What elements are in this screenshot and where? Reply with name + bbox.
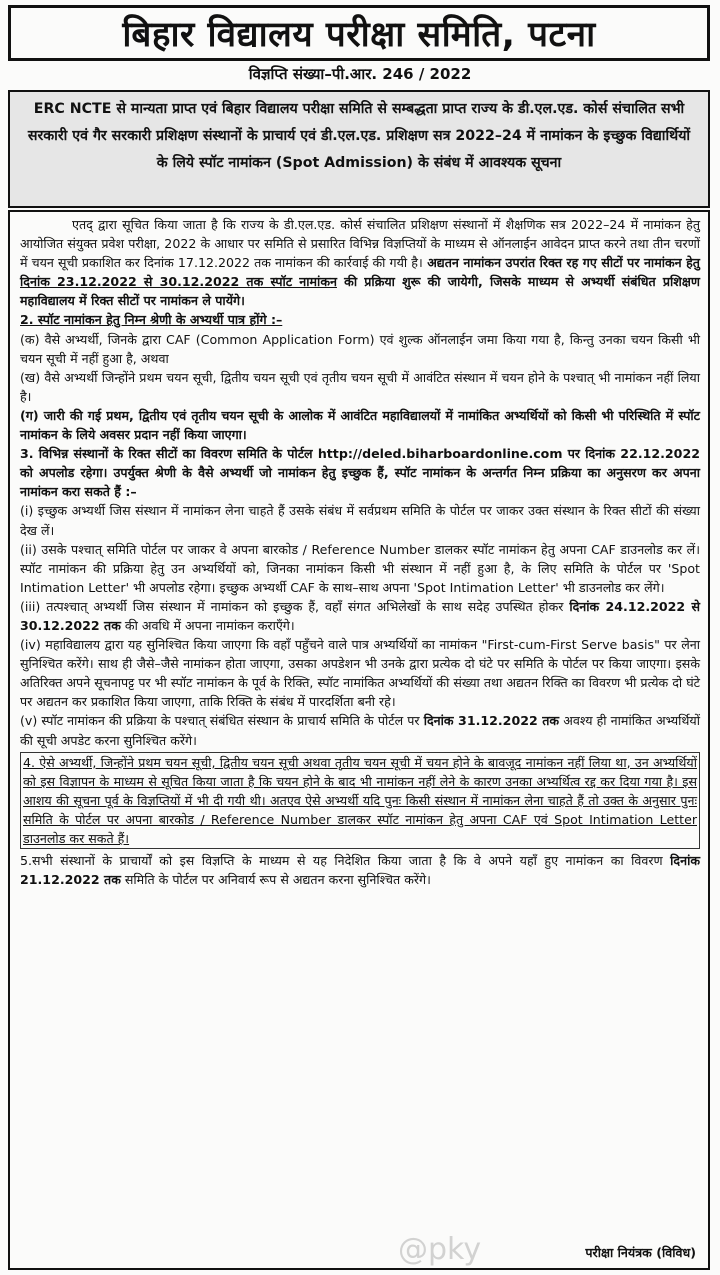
board-title-banner (8, 5, 710, 61)
procedure-item-iv: (iv) महाविद्यालय द्वारा यह सुनिश्चित किया जाएगा कि वहाँ पहुँचने वाले पात्र अभ्यर्थियों का नामांकन "First-cum-First Serve basis" पर लेना सुनिश्चित करेंगे। साथ ही जैसे–जैसे नामांकन होता जाएगा, उसका अपडेशन भी उनके द्वारा प्रत्येक दो घंटे पर समिति के पोर्टल पर किया जाएगा। इसके अतिरिक्त अपने सूचनापट्ट पर भी स्पॉट नामांकन के पूर्व के रिक्ति, स्पॉट नामांकित अभ्यर्थियों की संख्या तथा अद्यतन रिक्ति का विवरण भी प्रत्येक दो घंटे पर अद्यतन कर प्रकाशित किया जाएगा, ताकि रिक्ति के संबंध में पारदर्शिता बनी रहे। (20, 637, 700, 710)
principal-deadline: दिनांक 21.12.2022 तक (20, 853, 700, 888)
section-4-text: 4. ऐसे अभ्यर्थी, जिन्होंने प्रथम चयन सूची, द्वितीय चयन सूची अथवा तृतीय चयन सूची में चयन होने के बावजूद नामांकन नहीं लिया था, उन अभ्यर्थियों को इस विज्ञापन के माध्यम से सूचित किया जाता है कि चयन होने के बाद भी नामांकन नहीं लेने के कारण उनका अभ्यर्थित्व रद्द कर दिया गया है। इस आशय की सूचना पूर्व के विज्ञप्तियों में भी दी गयी थी। अतएव ऐसे अभ्यर्थी यदि पुनः किसी संस्थान में नामांकन लेना चाहते हैं तो उक्त के अनुसार पुनः समिति के पोर्टल पर अपना बारकोड / Reference Number डालकर स्पॉट नामांकन हेतु अपना CAF एवं Spot Intimation Letter डाउनलोड कर सकते हैं। (23, 754, 697, 846)
board-title: बिहार विद्यालय परीक्षा समिति, पटना (122, 14, 596, 55)
eligibility-item-ka: (क) वैसे अभ्यर्थी, जिनके द्वारा CAF (Common Application Form) एवं शुल्क ऑनलाईन जमा किया गया है, किन्तु उनका चयन किसी भी चयन सूची में नहीं हुआ है, अथवा (20, 331, 700, 366)
procedure-item-iii: (iii) तत्पश्चात् अभ्यर्थी जिस संस्थान में नामांकन को इच्छुक हैं, वहाँ संगत अभिलेखों के साथ सदेह उपस्थित होकर दिनांक 24.12.2022 से 30.12.2022 तक की अवधि में अपना नामांकन कराएँगे। (20, 598, 701, 633)
spot-admission-dates: दिनांक 23.12.2022 से 30.12.2022 तक स्पॉट नामांकन (20, 274, 337, 290)
section-4-box (20, 752, 700, 849)
section-5: 5.सभी संस्थानों के प्राचार्यों को इस विज्ञप्ति के माध्यम से यह निदेशित किया जाता है कि वे अपने यहाँ हुए नामांकन का विवरण दिनांक 21.12.2022 तक समिति के पोर्टल पर अनिवार्य रूप से अद्यतन करना सुनिश्चित करेंगे। (20, 853, 700, 888)
section-2-heading: 2. स्पॉट नामांकन हेतु निम्न श्रेणी के अभ्यर्थी पात्र होंगे :– (20, 312, 283, 328)
subject-box (8, 90, 710, 208)
portal-link[interactable]: http://deled.biharboardonline.com (317, 446, 563, 462)
eligibility-item-ga: (ग) जारी की गई प्रथम, द्वितीय एवं तृतीय चयन सूची के आलोक में आवंटित महाविद्यालयों में नामांकित अभ्यर्थियों को किसी भी परिस्थिति में स्पॉट नामांकन के लिये अवसर प्रदान नहीं किया जाएगा। (20, 407, 700, 443)
procedure-item-v: (v) स्पॉट नामांकन की प्रक्रिया के पश्चात् संबंधित संस्थान के प्राचार्य समिति के पोर्टल पर दिनांक 31.12.2022 तक अवश्य ही नामांकित अभ्यर्थियों की सूची अपडेट करना सुनिश्चित करेंगे। (20, 713, 700, 748)
signature-line: परीक्षा नियंत्रक (विविध) (585, 1244, 696, 1260)
intro-text: एतद् द्वारा सूचित किया जाता है कि राज्य के डी.एल.एड. कोर्स संचालित प्रशिक्षण संस्थानों में शैक्षणिक सत्र 2022–24 में नामांकन हेतु आयोजित संयुक्त प्रवेश परीक्षा, 2022 के आधार पर समिति से प्रसारित विभिन्न विज्ञप्तियों के माध्यम से ऑनलाईन आवेदन प्राप्त करने तथा तीन चरणों में चयन सूची प्रकाशित कर दिनांक 17.12.2022 तक नामांकन की कार्रवाई की गयी है। (20, 217, 700, 271)
procedure-item-i: (i) इच्छुक अभ्यर्थी जिस संस्थान में नामांकन लेना चाहते हैं उसके संबंध में सर्वप्रथम समिति के पोर्टल पर जाकर उक्त संस्थान के रिक्त सीटों की संख्या देख लें। (20, 503, 700, 538)
admission-dates: दिनांक 24.12.2022 से 30.12.2022 तक (20, 598, 701, 633)
intro-bold-2: की प्रक्रिया शुरू की जायेगी, जिसके माध्यम से अभ्यर्थी संबंधित प्रशिक्षण महाविद्यालय में रिक्त सीटों पर नामांकन ले पायेंगे। (20, 274, 700, 309)
notice-number: विज्ञप्ति संख्या–पी.आर. 246 / 2022 (248, 65, 472, 83)
intro-paragraph (20, 215, 700, 310)
eligibility-item-kha: (ख) वैसे अभ्यर्थी जिन्होंने प्रथम चयन सूची, द्वितीय चयन सूची एवं तृतीय चयन सूची में आवंटित संस्थान में चयन होने के पश्चात् भी नामांकन नहीं लिया है। (20, 369, 700, 404)
procedure-item-ii: (ii) उसके पश्चात् समिति पोर्टल पर जाकर वे अपना बारकोड / Reference Number डालकर स्पॉट नामांकन हेतु अपना CAF डाउनलोड कर लें। स्पॉट नामांकन की प्रक्रिया हेतु उन अभ्यर्थियों को, जिनका नामांकन किसी भी संस्थान में नहीं हुआ है, के लिए समिति के पोर्टल पर 'Spot Intimation Letter' भी अपलोड रहेगा। इच्छुक अभ्यर्थी CAF के साथ–साथ अपना 'Spot Intimation Letter' भी डाउनलोड कर लेंगे। (20, 541, 700, 595)
section-3-intro: 3. विभिन्न संस्थानों के रिक्त सीटों का विवरण समिति के पोर्टल http://deled.biharboardonline.com पर दिनांक 22.12.2022 को अपलोड रहेगा। उपर्युक्त श्रेणी के वैसे अभ्यर्थी जो नामांकन हेतु इच्छुक हैं, स्पॉट नामांकन के अन्तर्गत निम्न प्रक्रिया का अनुसरण कर अपना नामांकन करा सकते हैं :– (20, 446, 700, 500)
intro-bold-1: अद्यतन नामांकन उपरांत रिक्त रह गए सीटों पर नामांकन हेतु (422, 255, 700, 271)
notice-body (8, 210, 710, 1270)
subject-text: ERC NCTE से मान्यता प्राप्त एवं बिहार विद्यालय परीक्षा समिति से सम्बद्धता प्राप्त राज्य के डी.एल.एड. कोर्स संचालित सभी सरकारी एवं गैर सरकारी प्रशिक्षण संस्थानों के प्राचार्य एवं डी.एल.एड. प्रशिक्षण सत्र 2022–24 में नामांकन के इच्छुक विद्यार्थियों के लिये स्पॉट नामांकन (Spot Admission) के संबंध में आवश्यक सूचना (27, 101, 691, 171)
watermark: @pky (398, 1232, 482, 1267)
update-deadline: दिनांक 31.12.2022 तक (423, 713, 560, 729)
